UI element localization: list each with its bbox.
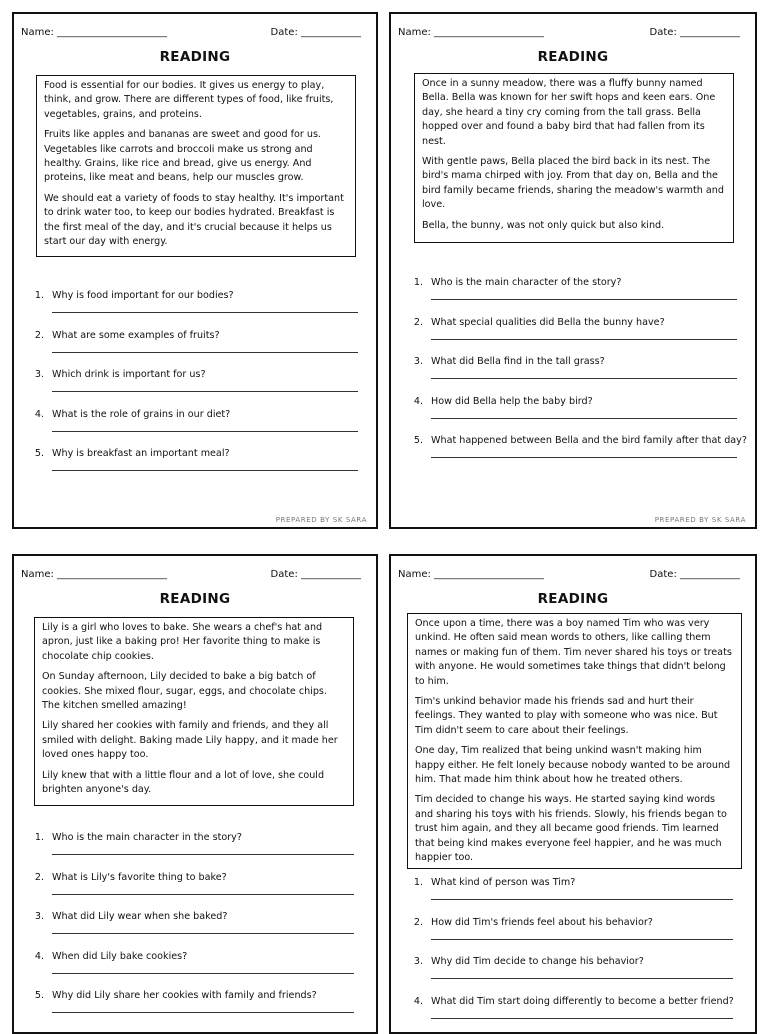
worksheet-title: READING [14,591,376,607]
answer-line[interactable] [431,339,737,340]
question-item: 3. Which drink is important for us? [28,369,358,409]
story-paragraph: Once upon a time, there was a boy named Tim who was very unkind. He often said mean words to others, like calling them names or making fun of them. Tim never shared his toys or treats with anyone. He would sometimes take things that didn't belong to him. [415,617,734,689]
question-item: 4. What did Tim start doing differently to become a better friend? [407,996,733,1034]
question-list [407,877,733,1034]
story-paragraph: Once in a sunny meadow, there was a fluffy bunny named Bella. Bella was known for her swift hops and keen ears. One day, she heard a tiny cry coming from the tall grass. Bella hopped over and found a baby bird that had fallen from its nest. [422,77,726,149]
footer-credit: PREPARED BY SK SARA [276,516,367,524]
name-field[interactable]: Name: ______________________ [21,568,167,582]
worksheet-title: READING [391,49,755,65]
answer-line[interactable] [52,854,354,855]
story-paragraph: Lily shared her cookies with family and friends, and they all smiled with delight. Baking made Lily happy, and it made her loved ones happy too. [42,719,346,762]
question-item: 4. How did Bella help the baby bird? [407,396,737,436]
question-item: 2. What special qualities did Bella the bunny have? [407,317,737,357]
answer-line[interactable] [52,352,358,353]
question-item: 5. What happened between Bella and the bird family after that day? [407,435,737,475]
question-item: 3. Why did Tim decide to change his behavior? [407,956,733,996]
story-paragraph: With gentle paws, Bella placed the bird back in its nest. The bird's mama chirped with joy. From that day on, Bella and the bird family became friends, sharing the meadow's warmth and love. [422,155,726,213]
question-text: Why is food important for our bodies? [52,290,234,301]
question-item: 1. What kind of person was Tim? [407,877,733,917]
answer-line[interactable] [52,973,354,974]
story-box [36,75,356,257]
story-paragraph: Fruits like apples and bananas are sweet and good for us. Vegetables like carrots and broccoli make us strong and healthy. Grains, like rice and bread, give us energy. And proteins, like meat and beans, help our muscles grow. [44,128,348,186]
question-item: 5. Why did Lily share her cookies with family and friends? [28,990,354,1030]
worksheet-header [21,568,361,582]
question-text: Why is breakfast an important meal? [52,448,230,459]
date-field[interactable]: Date: ____________ [271,568,361,582]
question-text: How did Bella help the baby bird? [431,396,593,407]
answer-line[interactable] [431,1018,733,1019]
worksheet-header [21,26,361,40]
story-paragraph: Lily is a girl who loves to bake. She wears a chef's hat and apron, just like a baking pro! Her favorite thing to make is chocolate chip cookies. [42,621,346,664]
question-text: What did Lily wear when she baked? [52,911,227,922]
worksheet-bella [389,12,757,529]
question-text: What is Lily's favorite thing to bake? [52,872,227,883]
question-item: 5. Why is breakfast an important meal? [28,448,358,488]
story-paragraph: On Sunday afternoon, Lily decided to bake a big batch of cookies. She mixed flour, sugar, eggs, and chocolate chips. The kitchen smelled amazing! [42,670,346,713]
answer-line[interactable] [431,939,733,940]
question-item: 4. What is the role of grains in our diet? [28,409,358,449]
question-text: How did Tim's friends feel about his behavior? [431,917,653,928]
name-field[interactable]: Name: ______________________ [398,568,544,582]
question-item: 1. Why is food important for our bodies? [28,290,358,330]
question-text: What kind of person was Tim? [431,877,575,888]
question-item: 4. When did Lily bake cookies? [28,951,354,991]
question-item: 3. What did Lily wear when she baked? [28,911,354,951]
story-paragraph: One day, Tim realized that being unkind wasn't making him happy either. He felt lonely because nobody wanted to be around him. That made him think about how he treated others. [415,744,734,787]
question-item: 1. Who is the main character in the story? [28,832,354,872]
question-text: Why did Lily share her cookies with family and friends? [52,990,317,1001]
question-text: When did Lily bake cookies? [52,951,187,962]
question-list [407,277,737,475]
answer-line[interactable] [52,933,354,934]
story-paragraph: Lily knew that with a little flour and a lot of love, she could brighten anyone's day. [42,769,346,798]
answer-line[interactable] [52,470,358,471]
worksheet-header [398,568,740,582]
date-field[interactable]: Date: ____________ [650,568,740,582]
answer-line[interactable] [431,899,733,900]
answer-line[interactable] [52,312,358,313]
question-text: What happened between Bella and the bird family after that day? [431,435,747,446]
worksheet-tim [389,554,757,1034]
answer-line[interactable] [52,894,354,895]
worksheet-food [12,12,378,529]
worksheet-title: READING [391,591,755,607]
question-text: What are some examples of fruits? [52,330,220,341]
story-paragraph: We should eat a variety of foods to stay healthy. It's important to drink water too, to keep our bodies hydrated. Breakfast is the first meal of the day, and it's crucial because it helps us start our day with energy. [44,192,348,250]
answer-line[interactable] [52,391,358,392]
answer-line[interactable] [431,418,737,419]
worksheet-title: READING [14,49,376,65]
question-item: 2. What is Lily's favorite thing to bake? [28,872,354,912]
question-item: 2. What are some examples of fruits? [28,330,358,370]
question-text: What did Bella find in the tall grass? [431,356,605,367]
story-paragraph: Tim's unkind behavior made his friends sad and hurt their feelings. They wanted to play with someone who was nice. But Tim didn't seem to care about their feelings. [415,695,734,738]
answer-line[interactable] [52,431,358,432]
answer-line[interactable] [431,378,737,379]
answer-line[interactable] [431,299,737,300]
footer-credit: PREPARED BY SK SARA [655,516,746,524]
question-text: Who is the main character of the story? [431,277,621,288]
question-text: What did Tim start doing differently to become a better friend? [431,996,734,1007]
date-field[interactable]: Date: ____________ [271,26,361,40]
question-text: Why did Tim decide to change his behavior? [431,956,644,967]
name-field[interactable]: Name: ______________________ [398,26,544,40]
question-text: What special qualities did Bella the bunny have? [431,317,665,328]
name-field[interactable]: Name: ______________________ [21,26,167,40]
answer-line[interactable] [431,457,737,458]
question-item: 3. What did Bella find in the tall grass? [407,356,737,396]
story-paragraph: Bella, the bunny, was not only quick but also kind. [422,219,726,233]
question-text: What is the role of grains in our diet? [52,409,230,420]
story-box [414,73,734,243]
story-paragraph: Tim decided to change his ways. He started saying kind words and sharing his toys with his friends. Slowly, his friends began to trust him again, and they all became good friends. Tim learned that being kind makes everyone feel happier, and he was much happier too. [415,793,734,865]
question-list [28,290,358,488]
question-text: Who is the main character in the story? [52,832,242,843]
story-box [34,617,354,806]
question-list [28,832,354,1030]
question-text: Which drink is important for us? [52,369,206,380]
answer-line[interactable] [52,1012,354,1013]
question-item: 2. How did Tim's friends feel about his behavior? [407,917,733,957]
story-box [407,613,742,869]
worksheet-lily [12,554,378,1034]
date-field[interactable]: Date: ____________ [650,26,740,40]
answer-line[interactable] [431,978,733,979]
worksheet-header [398,26,740,40]
story-paragraph: Food is essential for our bodies. It gives us energy to play, think, and grow. There are different types of food, like fruits, vegetables, grains, and proteins. [44,79,348,122]
question-item: 1. Who is the main character of the story? [407,277,737,317]
